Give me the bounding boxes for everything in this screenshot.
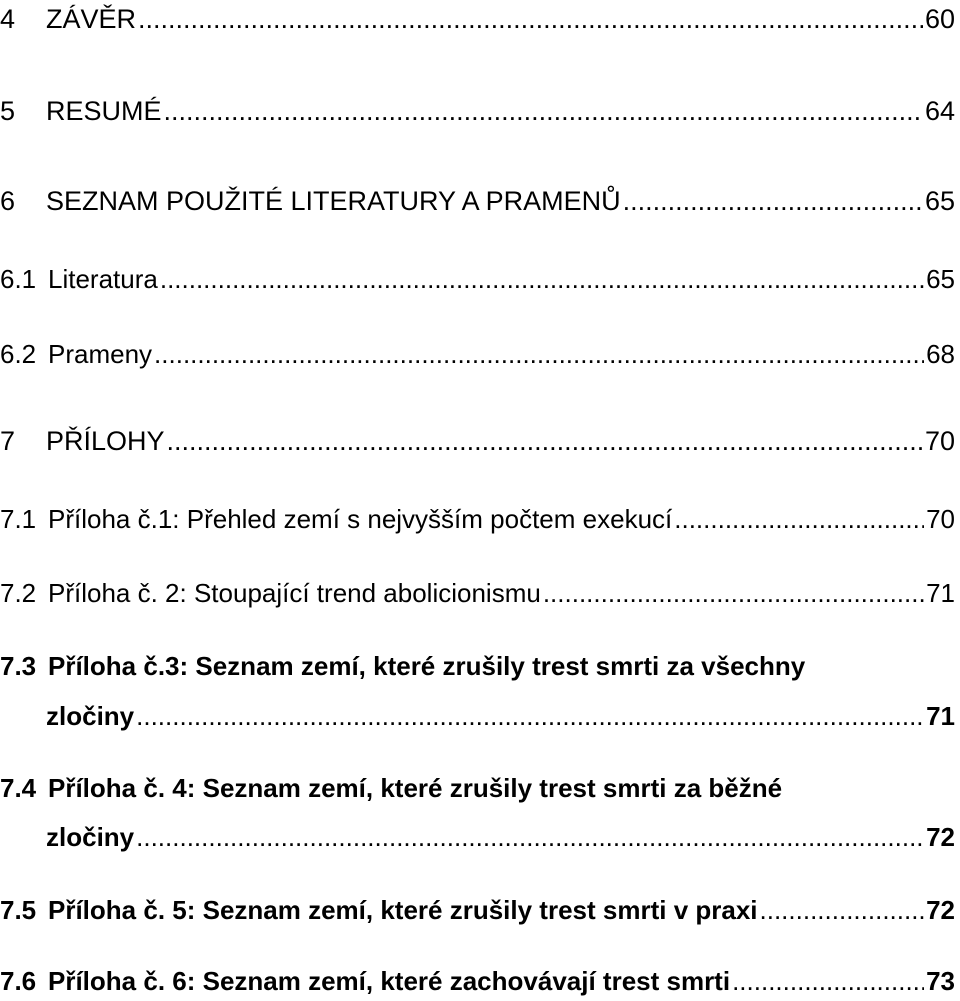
toc-entry-page: 64	[924, 96, 955, 126]
toc-entry-page: 65	[924, 186, 955, 216]
toc-entry-title-continued: zločiny	[46, 822, 135, 852]
toc-entry-7-6[interactable]	[0, 968, 955, 994]
toc-entry-6-2[interactable]	[0, 341, 955, 367]
toc-leader-dots	[623, 188, 923, 215]
toc-entry-page: 70	[924, 426, 955, 456]
toc-entry-page: 68	[926, 339, 955, 369]
toc-entry-page: 73	[926, 966, 955, 996]
toc-leader-dots	[138, 6, 923, 33]
toc-entry-title: Příloha č. 2: Stoupající trend abolicionismu	[48, 578, 541, 608]
toc-entry-7-3-continuation[interactable]	[46, 703, 955, 729]
toc-entry-page: 72	[926, 895, 955, 925]
toc-entry-title: PŘÍLOHY	[46, 426, 165, 456]
toc-entry-7-4-continuation[interactable]	[46, 824, 955, 850]
toc-entry-title: Příloha č.1: Přehled zemí s nejvyšším počtem exekucí	[48, 504, 673, 534]
toc-entry-page: 71	[926, 701, 955, 731]
toc-leader-dots	[760, 897, 925, 923]
toc-entry-7-5[interactable]	[0, 897, 955, 923]
toc-entry-number: 7.2	[0, 578, 37, 608]
toc-entry-7-1[interactable]	[0, 506, 955, 532]
toc-entry-number: 4	[0, 4, 16, 34]
toc-leader-dots	[732, 968, 924, 994]
toc-entry-page: 65	[926, 264, 955, 294]
toc-entry-number: 7.1	[0, 504, 37, 534]
toc-leader-dots	[136, 703, 924, 729]
toc-entry-number: 6	[0, 186, 16, 216]
toc-leader-dots	[154, 341, 924, 367]
toc-entry-title: Příloha č. 5: Seznam zemí, které zrušily trest smrti v praxi	[48, 895, 758, 925]
toc-entry-title: Prameny	[48, 339, 153, 369]
toc-entry-page: 70	[926, 504, 955, 534]
toc-leader-dots	[164, 98, 923, 125]
toc-entry-number: 6.1	[0, 264, 37, 294]
toc-entry-page: 72	[926, 822, 955, 852]
toc-leader-dots	[136, 824, 924, 850]
toc-entry-number: 5	[0, 96, 16, 126]
toc-entry-7-2[interactable]	[0, 580, 955, 606]
toc-entry-title: Příloha č.3: Seznam zemí, které zrušily trest smrti za všechny	[48, 651, 806, 681]
toc-entry-5[interactable]	[0, 98, 955, 125]
toc-entry-title: SEZNAM POUŽITÉ LITERATURY A PRAMENŮ	[46, 186, 621, 216]
toc-entry-number: 7.6	[0, 966, 37, 996]
toc-entry-title: Příloha č. 6: Seznam zemí, které zachovávají trest smrti	[48, 966, 731, 996]
toc-entry-number: 7.4	[0, 773, 37, 803]
toc-entry-7-4[interactable]	[0, 775, 955, 801]
toc-entry-title: ZÁVĚR	[46, 4, 137, 34]
toc-entry-page: 60	[924, 4, 955, 34]
toc-leader-dots	[167, 428, 923, 455]
toc-entry-title: Literatura	[48, 264, 158, 294]
toc-entry-number: 6.2	[0, 339, 37, 369]
toc-entry-6[interactable]	[0, 188, 955, 215]
toc-entry-title: RESUMÉ	[46, 96, 162, 126]
toc-leader-dots	[160, 266, 924, 292]
toc-leader-dots	[543, 580, 924, 606]
toc-entry-number: 7.3	[0, 651, 37, 681]
toc-leader-dots	[674, 506, 924, 532]
toc-entry-title: Příloha č. 4: Seznam zemí, které zrušily trest smrti za běžné	[48, 773, 783, 803]
toc-entry-title-continued: zločiny	[46, 701, 135, 731]
toc-entry-7-3[interactable]	[0, 653, 955, 679]
toc-entry-7[interactable]	[0, 428, 955, 455]
toc-entry-4[interactable]	[0, 6, 955, 33]
toc-entry-page: 71	[926, 578, 955, 608]
toc-entry-number: 7.5	[0, 895, 37, 925]
toc-entry-number: 7	[0, 426, 16, 456]
toc-entry-6-1[interactable]	[0, 266, 955, 292]
